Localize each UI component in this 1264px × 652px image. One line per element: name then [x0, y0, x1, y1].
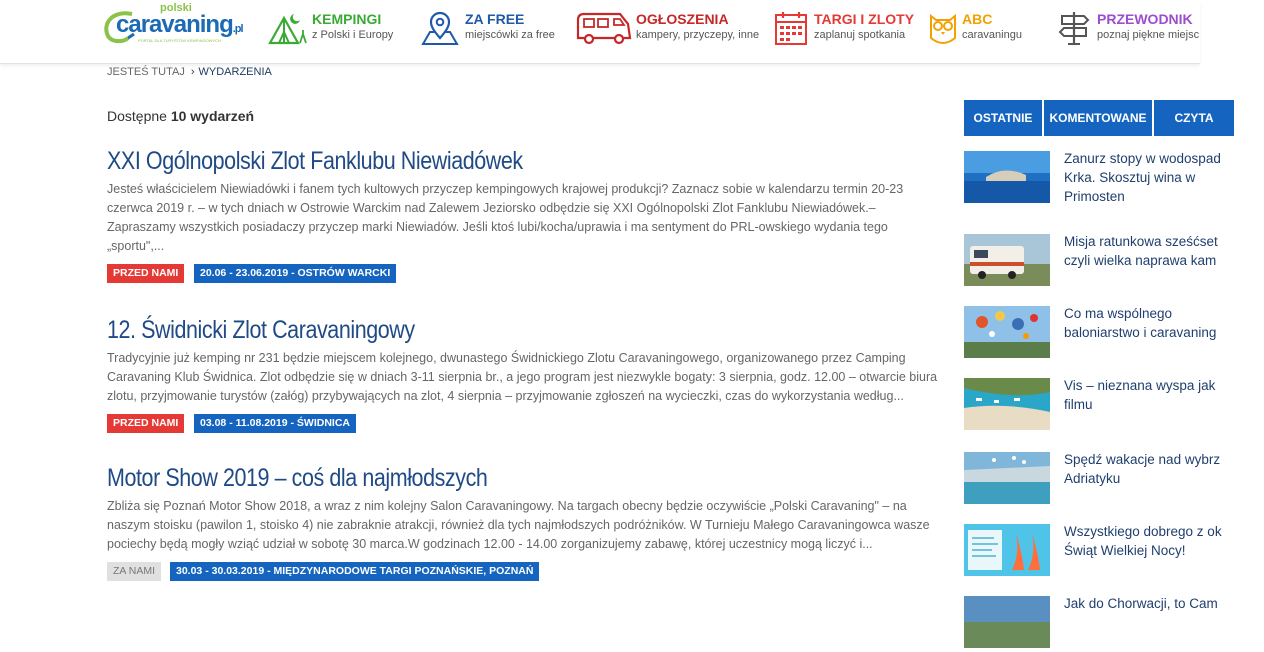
- camper-icon: [576, 10, 632, 46]
- nav-przewodnik-title: PRZEWODNIK: [1097, 11, 1193, 27]
- tent-icon: [266, 10, 306, 46]
- event-count: [107, 108, 254, 124]
- nav-targi-sub: zaplanuj spotkania: [814, 29, 906, 41]
- tab-ostatnie[interactable]: OSTATNIE: [964, 100, 1042, 136]
- sidebar-post[interactable]: [964, 596, 1264, 650]
- nav-za-free-title: ZA FREE: [465, 11, 525, 27]
- event-item: [107, 146, 947, 283]
- tab-czytane[interactable]: CZYTA: [1154, 100, 1234, 136]
- sidebar-tabs: [964, 100, 1264, 136]
- sidebar: [964, 100, 1222, 612]
- status-badge: ZA NAMI: [107, 562, 161, 581]
- nav-abc-title: ABC: [962, 11, 993, 27]
- event-count-prefix: Dostępne: [107, 108, 167, 124]
- post-title[interactable]: Zanurz stopy w wodospad Krka. Skosztuj wina w Primosten: [1064, 151, 1221, 204]
- nav-kempingi[interactable]: [266, 10, 406, 50]
- date-badge: 30.03 - 30.03.2019 - MIĘDZYNARODOWE TARGI POZNAŃSKIE, POZNAŃ: [170, 562, 539, 581]
- status-badge: PRZED NAMI: [107, 264, 184, 283]
- sidebar-post[interactable]: [964, 524, 1264, 578]
- logo-small-text: polski: [160, 2, 192, 14]
- logo-main-word: caravaning: [116, 11, 233, 38]
- nav-przewodnik-sub: poznaj piękne miejsc: [1097, 29, 1200, 41]
- nav-za-free-sub: miejscówki za free: [465, 29, 555, 41]
- signpost-icon: [1058, 10, 1090, 46]
- event-title[interactable]: 12. Świdnicki Zlot Caravaningowy: [107, 316, 415, 344]
- logo-suffix: .pl: [232, 23, 243, 35]
- logo-tagline: PORTAL DLA TURYSTÓW KEMPINGOWYCH: [138, 38, 221, 43]
- nav-abc-sub: caravaningu: [962, 29, 1022, 41]
- post-thumbnail[interactable]: [964, 596, 1050, 648]
- status-badge: PRZED NAMI: [107, 414, 184, 433]
- event-item: [107, 463, 947, 581]
- post-thumbnail[interactable]: [964, 306, 1050, 358]
- calendar-icon: [774, 10, 808, 46]
- post-title[interactable]: Co ma wspólnego baloniarstwo i caravaning: [1064, 306, 1217, 340]
- nav-targi-i-zloty[interactable]: [774, 10, 920, 50]
- site-header: [0, 0, 1200, 64]
- date-badge: 03.08 - 11.08.2019 - ŚWIDNICA: [194, 414, 356, 433]
- post-title[interactable]: Vis – nieznana wyspa jak filmu: [1064, 378, 1216, 412]
- sidebar-post[interactable]: [964, 378, 1264, 432]
- event-description: Jesteś właścicielem Niewiadówki i fanem tych kultowych przyczep kempingowych krajowej produkcji? Zaznacz sobie w kalendarzu termin 20-23 czerwca 2019 r. – w tych dniach w Ostrowie Warckim nad Zalewem Jeziorsko odbędzie się XXI Ogólnopolski Zlot Fanklubu Niewiadówek.– Zapraszamy wszystkich posiadaczy przyczep marki Niewiadów. Jeśli ktoś lubi/kocha/uprawia i ma sentyment do PRL-owskiego wydania tego „sportu",...: [107, 182, 904, 253]
- sidebar-post[interactable]: [964, 452, 1264, 506]
- map-pin-icon: [420, 10, 460, 46]
- event-tags: [107, 562, 947, 581]
- nav-targi-title: TARGI I ZLOTY: [814, 11, 915, 27]
- post-thumbnail[interactable]: [964, 378, 1050, 430]
- event-description: Tradycyjnie już kemping nr 231 będzie miejscem kolejnego, dwunastego Świdnickiego Zlotu Caravaningowego, organizowanego przez Camping Caravaning Klub Świdnica. Zlot odbędzie się w dniach 3-11 sierpnia br., a jego program jest niezwykle bogaty: 3 sierpnia, godz. 12.00 – otwarcie biura zlotu, przyjmowanie turystów (załóg) przybywających na zlot, 4 sierpnia – przyjmowanie zgłoszeń na wycieczki, czas do wykorzystania według...: [107, 351, 938, 403]
- post-thumbnail[interactable]: [964, 151, 1050, 203]
- owl-icon: [928, 10, 958, 46]
- post-title[interactable]: Spędź wakacje nad wybrz Adriatyku: [1064, 452, 1221, 486]
- event-count-value: 10 wydarzeń: [170, 108, 255, 124]
- event-tags: [107, 414, 947, 433]
- post-thumbnail[interactable]: [964, 452, 1050, 504]
- event-title[interactable]: Motor Show 2019 – coś dla najmłodszych: [107, 464, 488, 492]
- nav-za-free[interactable]: [420, 10, 560, 50]
- post-thumbnail[interactable]: [964, 524, 1050, 576]
- chevron-right-icon: ›: [190, 66, 195, 78]
- post-thumbnail[interactable]: [964, 234, 1050, 286]
- nav-ogloszenia-title: OGŁOSZENIA: [636, 11, 729, 27]
- breadcrumb-current: WYDARZENIA: [198, 66, 272, 78]
- nav-kempingi-sub: z Polski i Europy: [312, 29, 394, 41]
- date-badge: 20.06 - 23.06.2019 - OSTRÓW WARCKI: [194, 264, 396, 283]
- post-title[interactable]: Jak do Chorwacji, to Cam: [1064, 596, 1218, 611]
- site-logo[interactable]: [102, 2, 243, 46]
- nav-abc[interactable]: [928, 10, 1038, 50]
- tab-komentowane[interactable]: KOMENTOWANE: [1044, 100, 1152, 136]
- post-title[interactable]: Misja ratunkowa sześćset czyli wielka naprawa kam: [1064, 234, 1218, 268]
- breadcrumb-home[interactable]: JESTEŚ TUTAJ: [107, 66, 185, 78]
- post-title[interactable]: Wszystkiego dobrego z ok Świąt Wielkiej Nocy!: [1064, 524, 1222, 558]
- nav-kempingi-title: KEMPINGI: [312, 11, 382, 27]
- sidebar-post[interactable]: [964, 306, 1264, 360]
- sidebar-post[interactable]: [964, 151, 1264, 205]
- event-title[interactable]: XXI Ogólnopolski Zlot Fanklubu Niewiadówek: [107, 147, 523, 175]
- nav-ogloszenia[interactable]: [576, 10, 766, 50]
- logo-main-text: [116, 11, 243, 39]
- event-tags: [107, 264, 947, 283]
- event-item: [107, 315, 947, 433]
- breadcrumb: [107, 66, 272, 78]
- nav-ogloszenia-sub: kampery, przyczepy, inne: [636, 29, 760, 41]
- sidebar-post[interactable]: [964, 234, 1264, 288]
- nav-przewodnik[interactable]: [1058, 10, 1200, 50]
- event-description: Zbliża się Poznań Motor Show 2018, a wraz z nim kolejny Salon Caravaningowy. Na targach obecny będzie oczywiście „Polski Caravaning" – na naszym stoisku (pawilon 1, stoisko 4) nie zabraknie atrakcji, również dla tych najmłodszych podróżników. W Turnieju Małego Caravaningowca wasze pociechy będą mogły wziąć udział w sobotę 30 marca.W godzinach 12.00 - 14.00 zorganizujemy zabawę, której uczestnicy mogą liczyć i...: [107, 499, 930, 551]
